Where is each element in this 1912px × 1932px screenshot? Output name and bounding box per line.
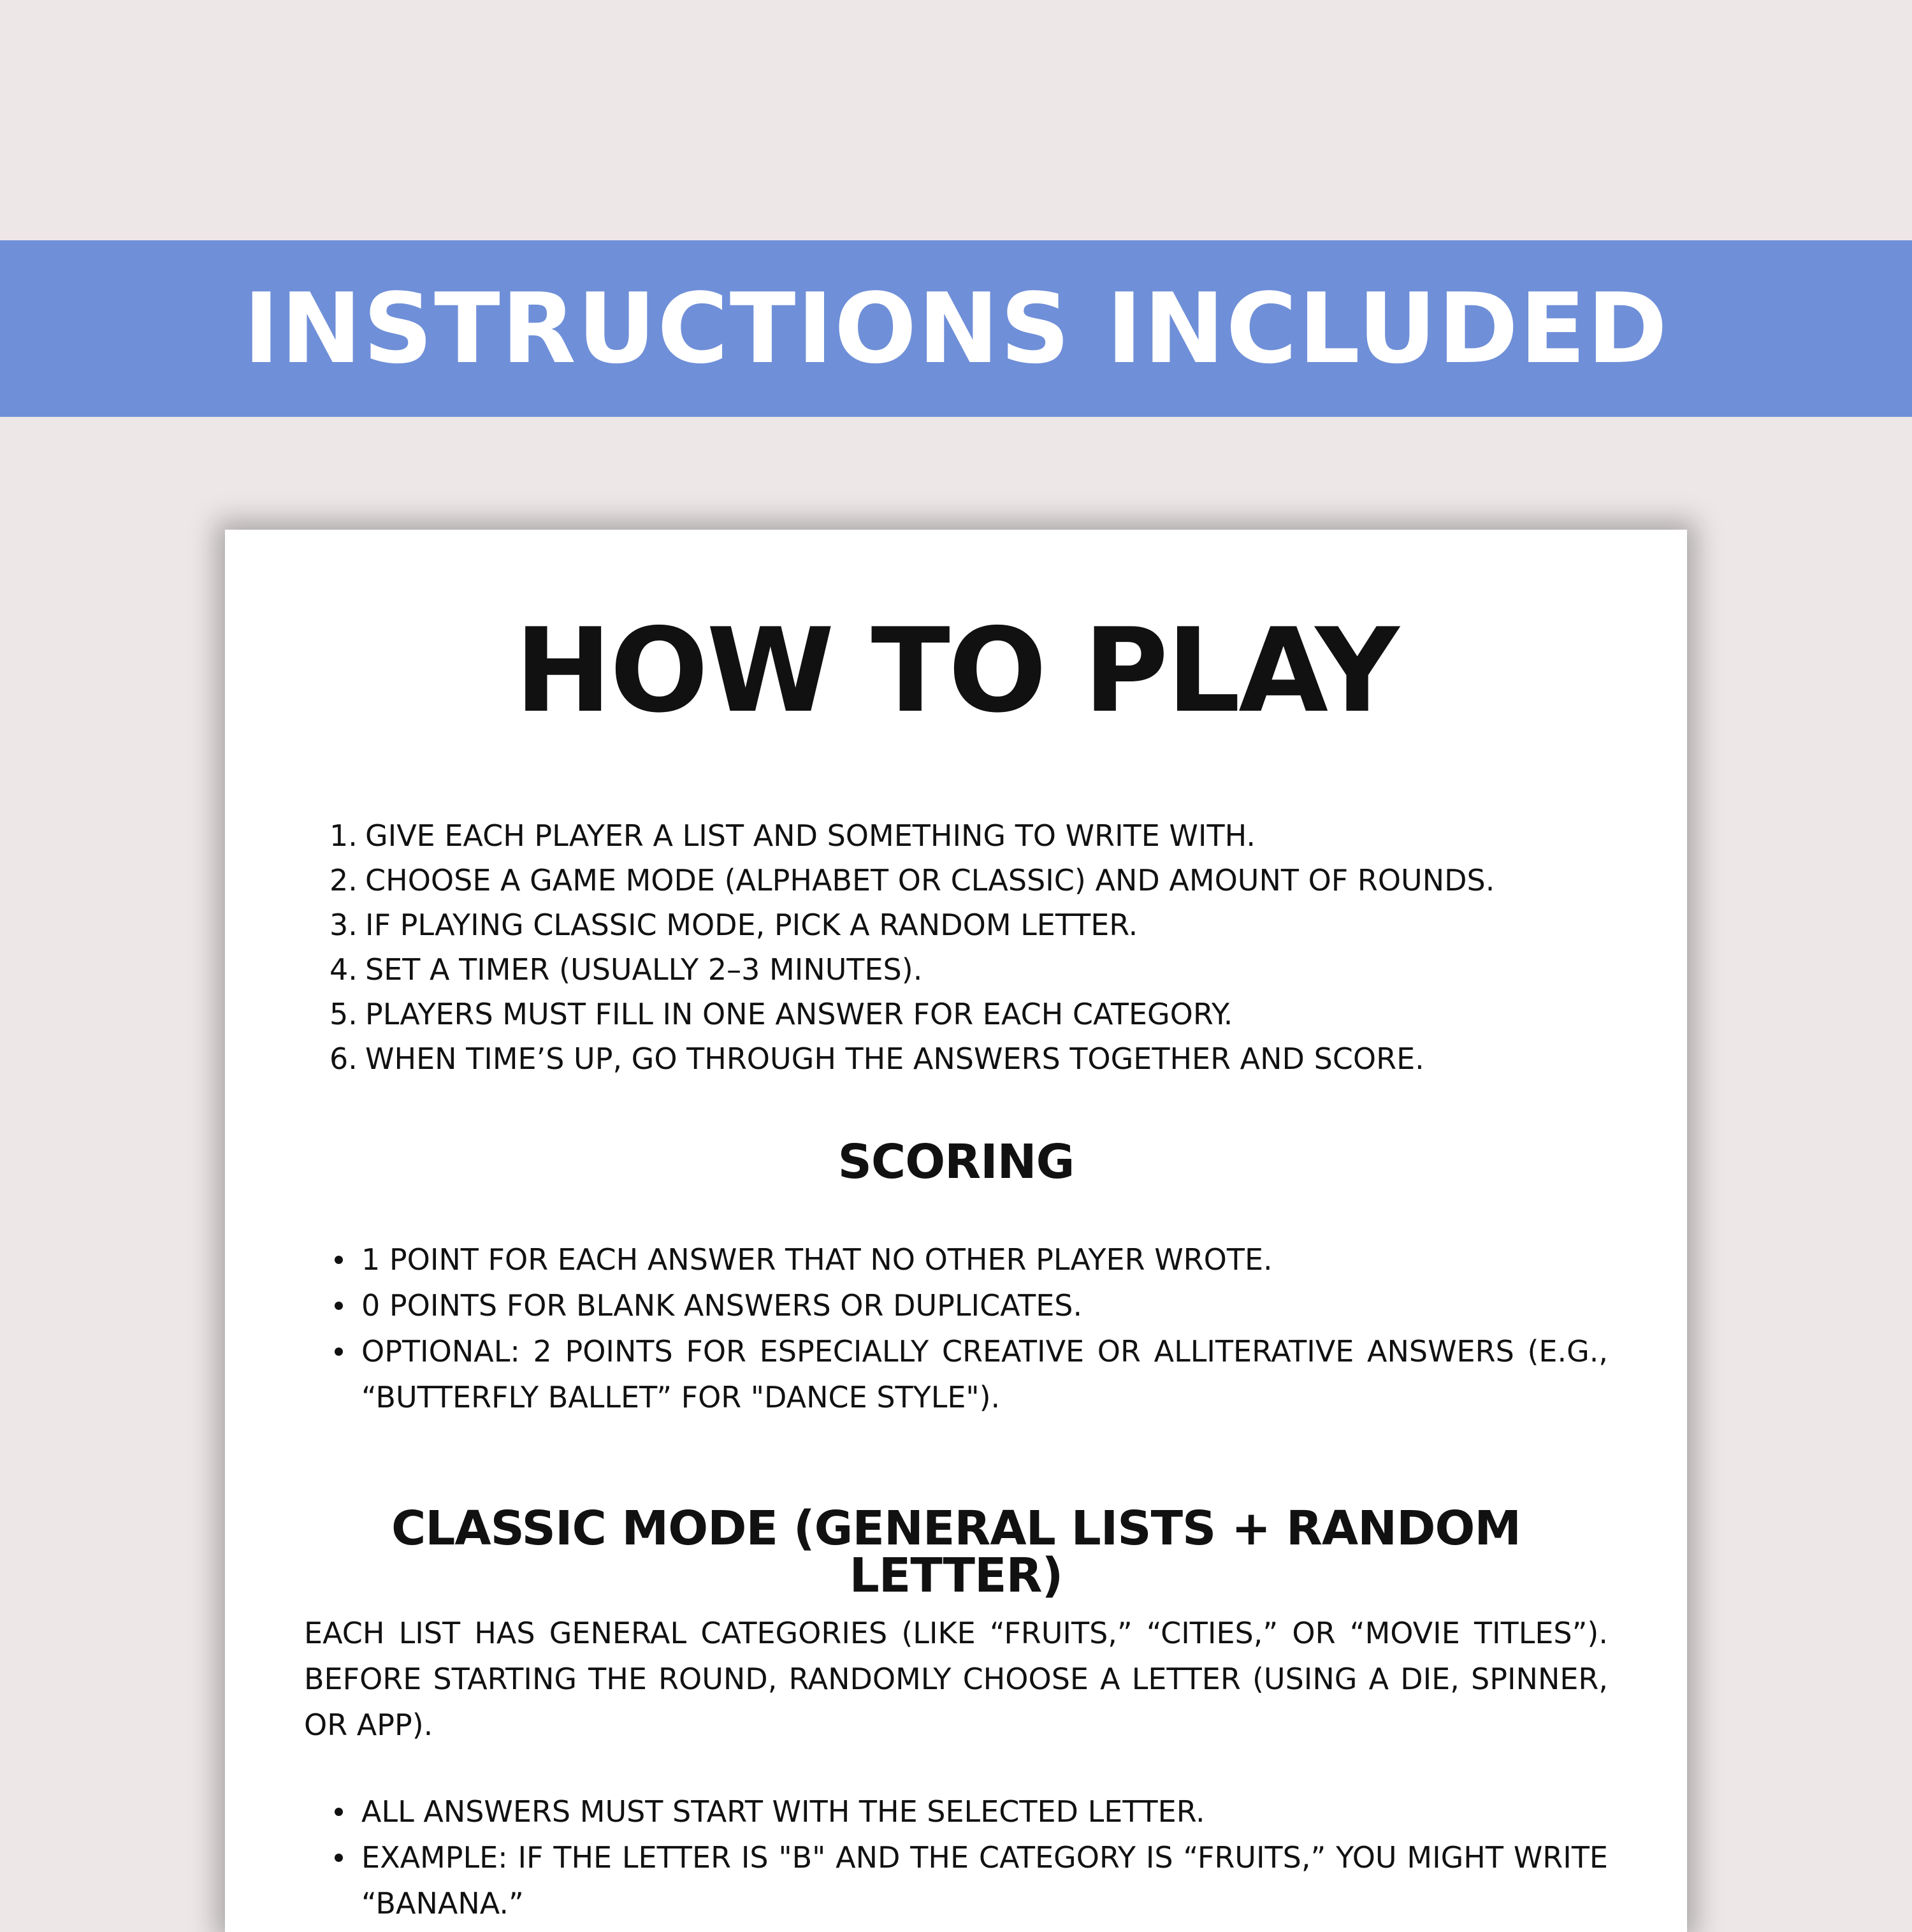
- steps-list: [330, 813, 1608, 1081]
- banner: [0, 240, 1912, 417]
- step-item: [330, 858, 1608, 903]
- banner-title: INSTRUCTIONS INCLUDED: [243, 272, 1669, 385]
- step-number: 3.: [330, 908, 358, 942]
- scoring-heading: SCORING: [837, 1135, 1075, 1189]
- bullet-text: EXAMPLE: IF THE LETTER IS "B" AND THE CATEGORY IS “FRUITS,” YOU MIGHT WRITE “BANANA.”: [361, 1840, 1608, 1921]
- step-number: 2.: [330, 863, 358, 897]
- bullet-icon: [330, 1789, 361, 1834]
- list-item: [330, 1834, 1608, 1926]
- step-number: 4.: [330, 952, 358, 987]
- list-item: [330, 1328, 1608, 1420]
- bullet-icon: [330, 1237, 361, 1282]
- step-text: IF PLAYING CLASSIC MODE, PICK A RANDOM LETTER.: [365, 908, 1138, 942]
- step-item: [330, 903, 1608, 947]
- bullet-text: 1 POINT FOR EACH ANSWER THAT NO OTHER PLAYER WROTE.: [361, 1242, 1273, 1277]
- step-item: [330, 992, 1608, 1036]
- bullet-text: ALL ANSWERS MUST START WITH THE SELECTED LETTER.: [361, 1794, 1205, 1829]
- list-item: [330, 1237, 1608, 1282]
- instruction-page: [225, 530, 1687, 1932]
- step-text: GIVE EACH PLAYER A LIST AND SOMETHING TO WRITE WITH.: [365, 818, 1256, 853]
- step-number: 5.: [330, 997, 358, 1031]
- bullet-icon: [330, 1328, 361, 1420]
- step-text: SET A TIMER (USUALLY 2–3 MINUTES).: [365, 952, 923, 987]
- bullet-icon: [330, 1834, 361, 1926]
- list-item: [330, 1282, 1608, 1328]
- page-title: HOW TO PLAY: [514, 603, 1398, 738]
- classic-mode-paragraph: EACH LIST HAS GENERAL CATEGORIES (LIKE “FRUITS,” “CITIES,” OR “MOVIE TITLES”). BEFORE STARTING THE ROUND, RANDOMLY CHOOSE A LETTER (USING A DIE, SPINNER, OR APP).: [304, 1616, 1608, 1742]
- list-item: [330, 1789, 1608, 1834]
- step-number: 1.: [330, 818, 358, 853]
- step-number: 6.: [330, 1042, 358, 1076]
- bullet-text: 0 POINTS FOR BLANK ANSWERS OR DUPLICATES.: [361, 1288, 1083, 1323]
- classic-mode-list: [330, 1789, 1608, 1926]
- step-item: [330, 947, 1608, 992]
- step-text: CHOOSE A GAME MODE (ALPHABET OR CLASSIC) AND AMOUNT OF ROUNDS.: [365, 863, 1495, 897]
- classic-mode-heading: CLASSIC MODE (GENERAL LISTS + RANDOM LETTER): [391, 1501, 1521, 1603]
- step-text: WHEN TIME’S UP, GO THROUGH THE ANSWERS TOGETHER AND SCORE.: [365, 1042, 1424, 1076]
- step-text: PLAYERS MUST FILL IN ONE ANSWER FOR EACH CATEGORY.: [365, 997, 1233, 1031]
- scoring-list: [330, 1237, 1608, 1420]
- step-item: [330, 1036, 1608, 1081]
- bullet-icon: [330, 1282, 361, 1328]
- step-item: [330, 813, 1608, 858]
- bullet-text: OPTIONAL: 2 POINTS FOR ESPECIALLY CREATIVE OR ALLITERATIVE ANSWERS (E.G., “BUTTERFLY BALLET” FOR "DANCE STYLE").: [361, 1334, 1608, 1414]
